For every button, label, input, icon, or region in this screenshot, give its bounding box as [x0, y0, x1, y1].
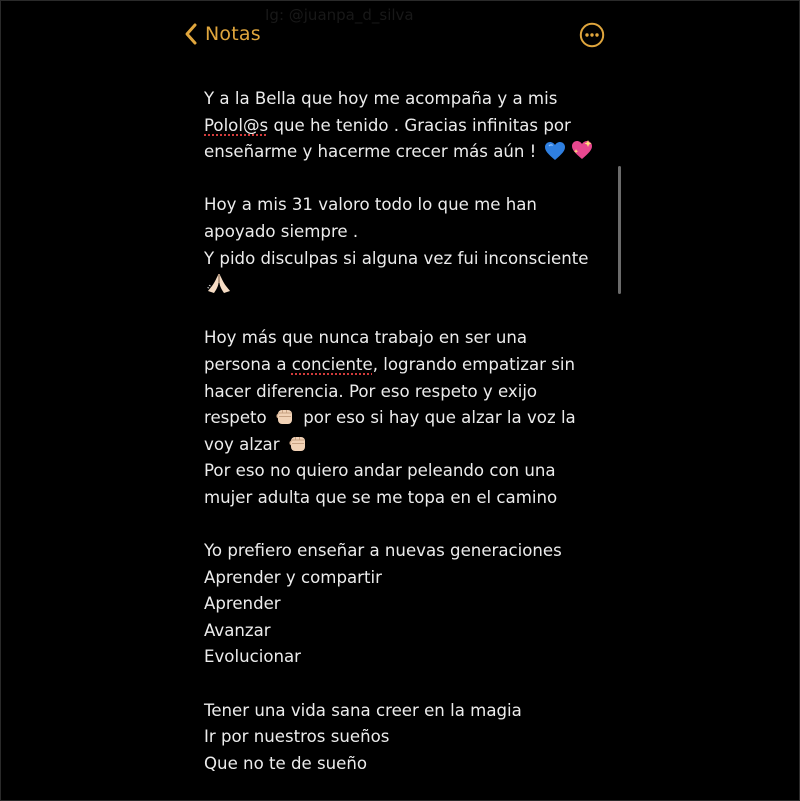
chevron-left-icon — [184, 22, 198, 46]
more-options-button[interactable] — [579, 22, 605, 48]
misspelled-word[interactable]: conciente — [291, 354, 373, 374]
note-line: Y pido disculpas si alguna vez fui inconsciente — [204, 248, 589, 268]
note-line: Hoy a mis 31 valoro todo lo que me han — [204, 195, 537, 215]
note-line: Evolucionar — [204, 647, 301, 667]
note-line: Que no te de sueño — [204, 753, 368, 773]
note-text: voy alzar — [204, 434, 285, 454]
sparkling-heart-emoji — [570, 139, 594, 170]
note-line: Hoy más que nunca trabajo en ser una — [204, 328, 528, 348]
note-line — [204, 432, 614, 459]
ghost-title: Ig: @juanpa_d_silva — [265, 6, 414, 24]
paragraph-gap — [204, 299, 614, 326]
note-line: apoyado siempre . — [204, 221, 359, 241]
note-line: Y a la Bella que hoy me acompaña y a mis — [204, 89, 558, 108]
note-line: Ir por nuestros sueños — [204, 727, 390, 747]
paragraph-gap — [204, 512, 614, 539]
back-button[interactable] — [184, 22, 261, 46]
note-text: que he tenido . Gracias infinitas por — [268, 115, 571, 135]
note-line: Avanzar — [204, 620, 271, 640]
note-text: , logrando empatizar sin — [372, 354, 575, 374]
note-line: Aprender y compartir — [204, 567, 382, 587]
scrollbar[interactable] — [618, 166, 621, 294]
note-body[interactable] — [204, 86, 614, 777]
note-line — [204, 113, 614, 140]
note-text: persona a — [204, 354, 292, 374]
note-text: respeto — [204, 408, 272, 428]
note-line — [204, 272, 614, 299]
note-line: hacer diferencia. Por eso respeto y exijo — [204, 381, 538, 401]
misspelled-word[interactable]: Polol@s — [204, 115, 269, 135]
paragraph-gap — [204, 671, 614, 698]
back-label: Notas — [205, 23, 261, 45]
note-line — [204, 405, 614, 432]
folded-hands-emoji — [206, 272, 232, 303]
note-line — [204, 139, 614, 166]
note-text: enseñarme y hacerme crecer más aún ! — [204, 142, 542, 162]
blue-heart-emoji — [544, 141, 566, 170]
note-line: Aprender — [204, 594, 281, 614]
note-line: Tener una vida sana creer en la magia — [204, 700, 522, 720]
note-line: Por eso no quiero andar peleando con una — [204, 461, 556, 481]
note-line — [204, 352, 614, 379]
note-line: mujer adulta que se me topa en el camino — [204, 487, 558, 507]
note-text: por eso si hay que alzar la voz la — [298, 408, 576, 428]
ellipsis-circle-icon — [579, 22, 605, 48]
note-line: Yo prefiero enseñar a nuevas generaciones — [204, 541, 562, 561]
